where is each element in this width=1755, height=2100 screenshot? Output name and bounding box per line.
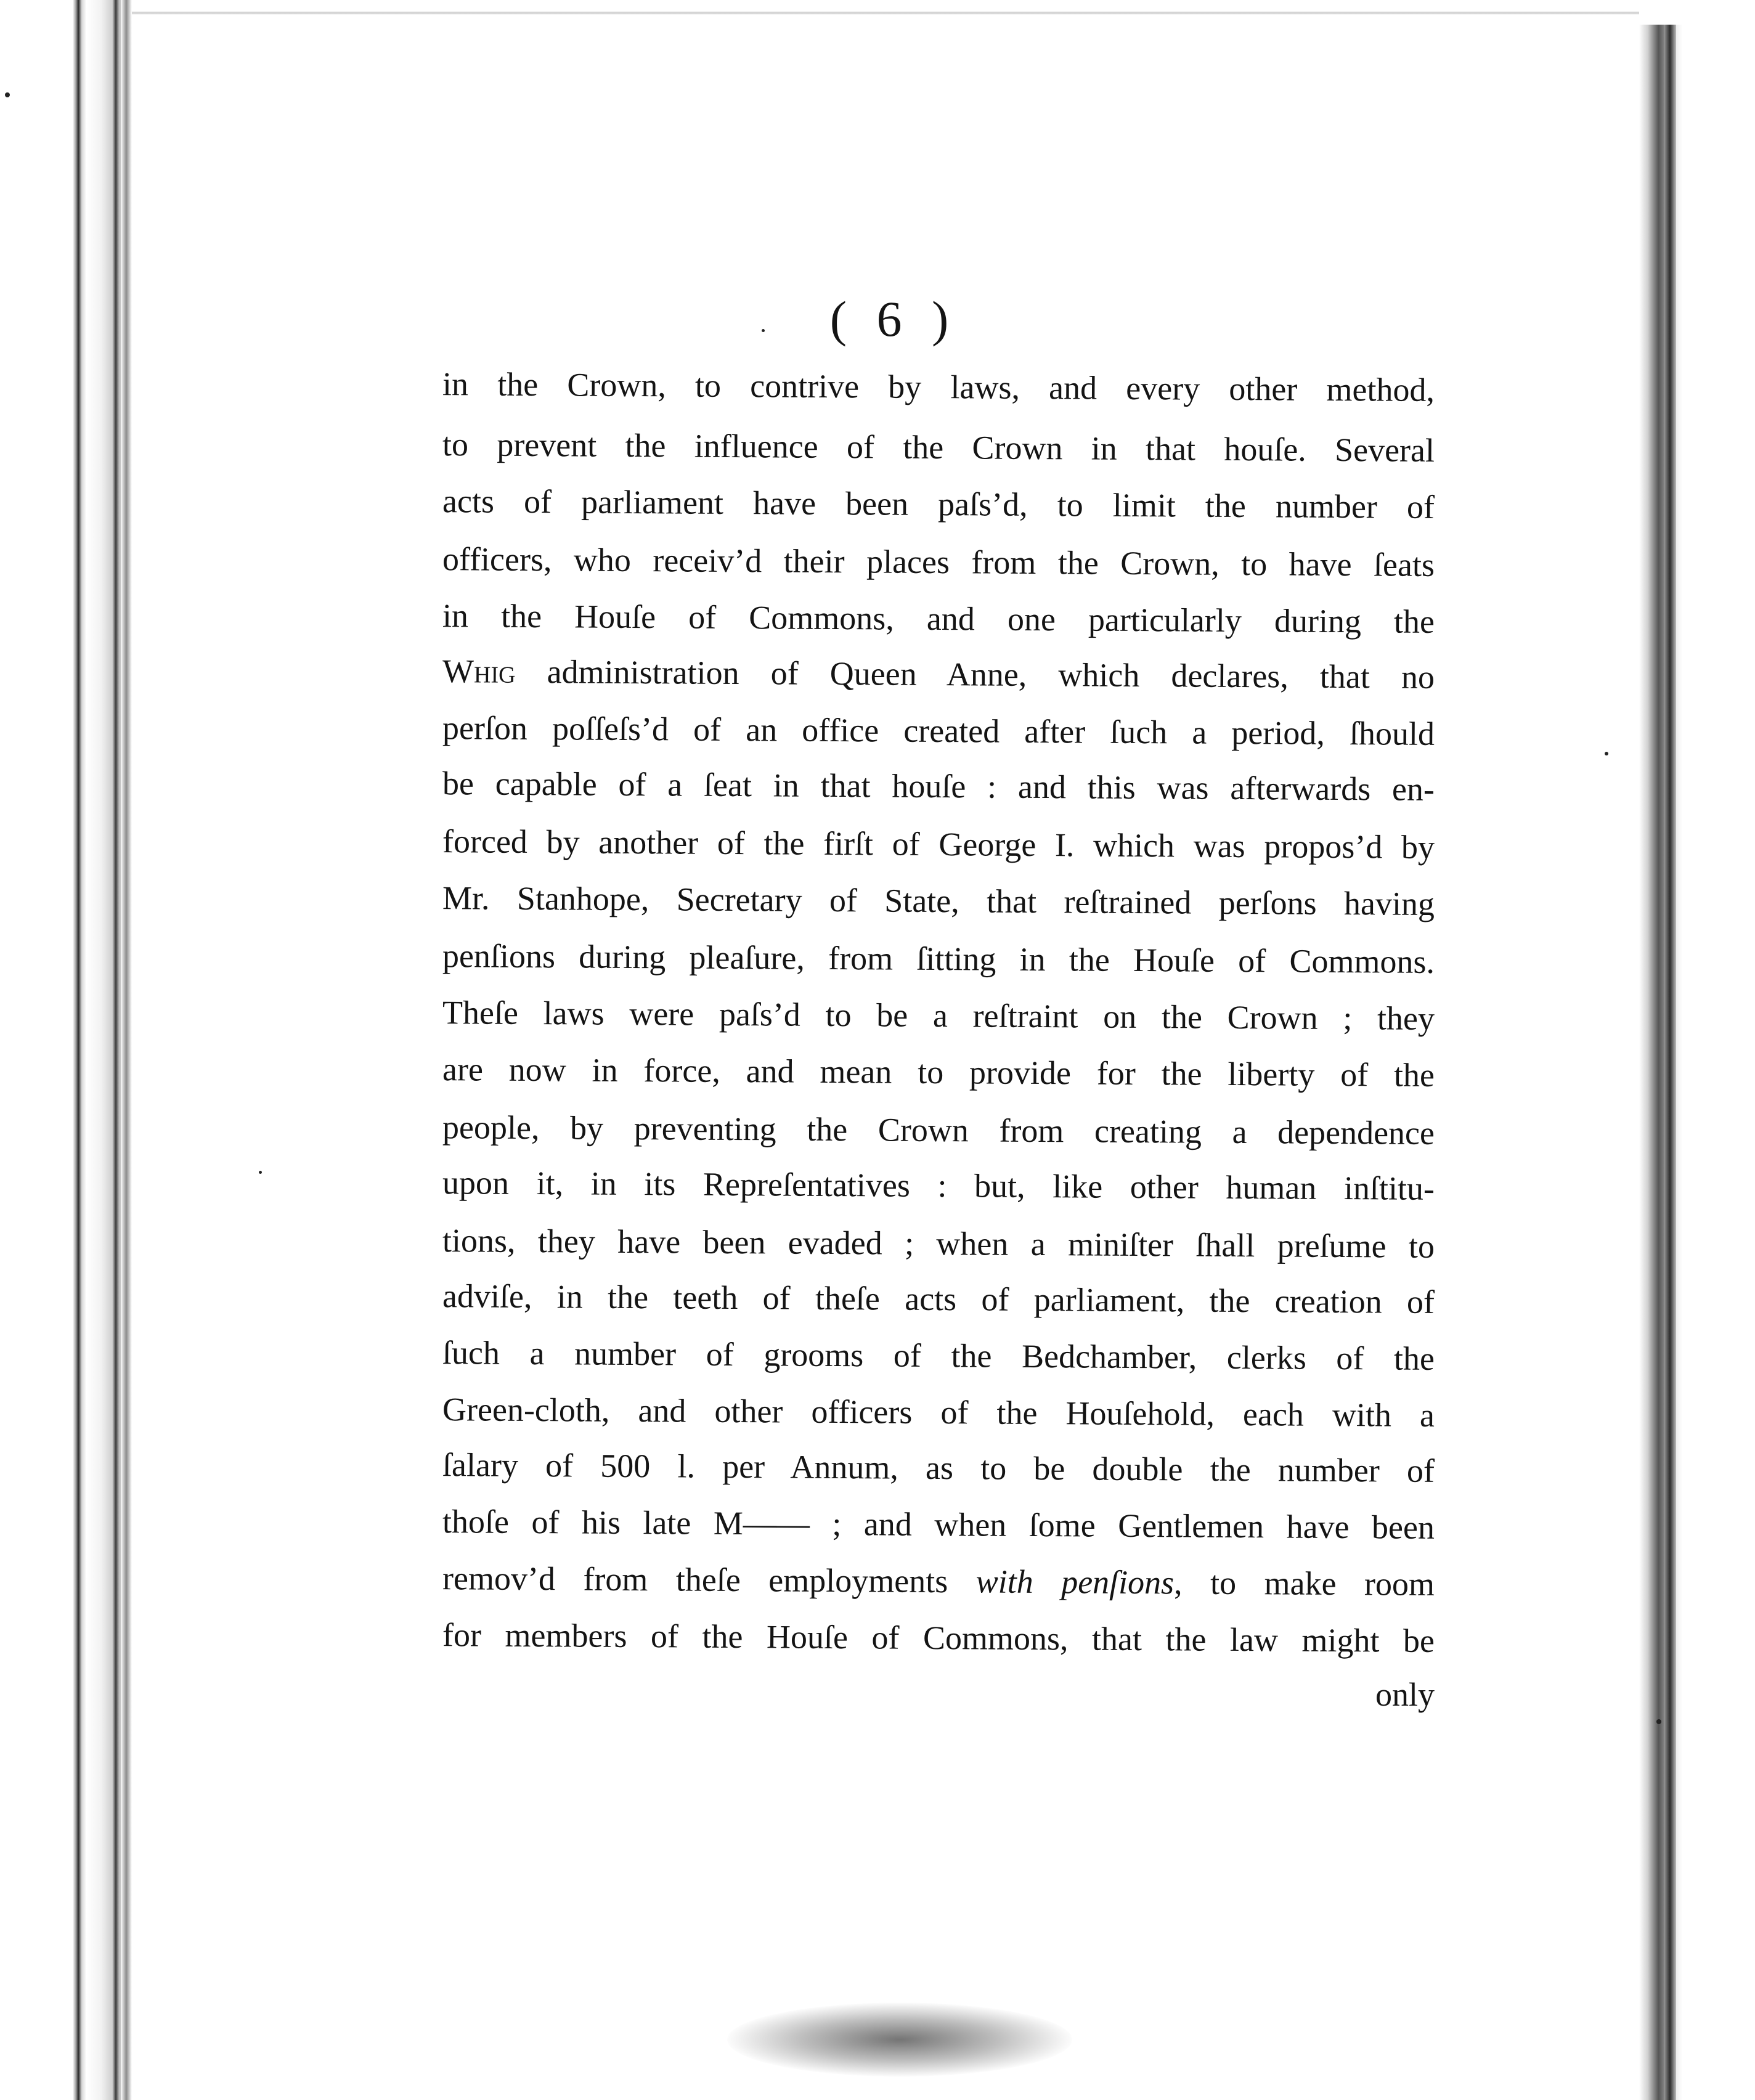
italic-phrase: with penſions [975, 1563, 1175, 1601]
text-line: thoſe of his late M—— ; and when ſome Gentlemen have been [442, 1503, 1435, 1546]
text-line: in the Houſe of Commons, and one particularly during the [442, 597, 1435, 640]
text-line: ſuch a number of grooms of the Bedchamber, clerks of the [442, 1334, 1435, 1377]
text-line: perſon poſſeſs’d of an office created after ſuch a period, ſhould [442, 709, 1435, 752]
text-line: ſalary of 500 l. per Annum, as to be double the number of [442, 1446, 1435, 1489]
text-line: forced by another of the firſt of George I. which was propos’d by [442, 823, 1435, 866]
text-line: people, by preventing the Crown from creating a dependence [442, 1109, 1435, 1152]
text-line: penſions during pleaſure, from ſitting in the Houſe of Commons. [442, 937, 1435, 980]
text-line: are now in force, and mean to provide for the liberty of the [442, 1051, 1435, 1094]
text-line: Green-cloth, and other officers of the Houſehold, each with a [442, 1391, 1435, 1434]
text-line: Mr. Stanhope, Secretary of State, that reſtrained perſons having [442, 879, 1435, 922]
page-number: ( 6 ) [829, 291, 958, 347]
text-line: remov’d from theſe employments with penſions, to make room [442, 1560, 1435, 1603]
text-line: in the Crown, to contrive by laws, and every other method, [442, 365, 1435, 409]
whig-small-caps: Whig [442, 653, 516, 690]
catchword: only [1375, 1676, 1435, 1713]
text-line: for members of the Houſe of Commons, that the law might be [442, 1616, 1435, 1659]
text-line: Whig administration of Queen Anne, which declares, that no [442, 653, 1435, 696]
text-line: upon it, in its Repreſentatives : but, like other human inſtitu- [442, 1164, 1435, 1207]
text-line: officers, who receiv’d their places from the Crown, to have ſeats [442, 540, 1435, 584]
text-line: to prevent the influence of the Crown in that houſe. Several [442, 426, 1435, 469]
text-line: tions, they have been evaded ; when a miniſter ſhall preſume to [442, 1222, 1435, 1265]
text-line: Theſe laws were paſs’d to be a reſtraint on the Crown ; they [442, 994, 1435, 1037]
text-line: adviſe, in the teeth of theſe acts of parliament, the creation of [442, 1277, 1435, 1321]
text-line: acts of parliament have been paſs’d, to limit the number of [442, 482, 1435, 526]
text-line: be capable of a ſeat in that houſe : and this was afterwards en- [442, 765, 1435, 808]
